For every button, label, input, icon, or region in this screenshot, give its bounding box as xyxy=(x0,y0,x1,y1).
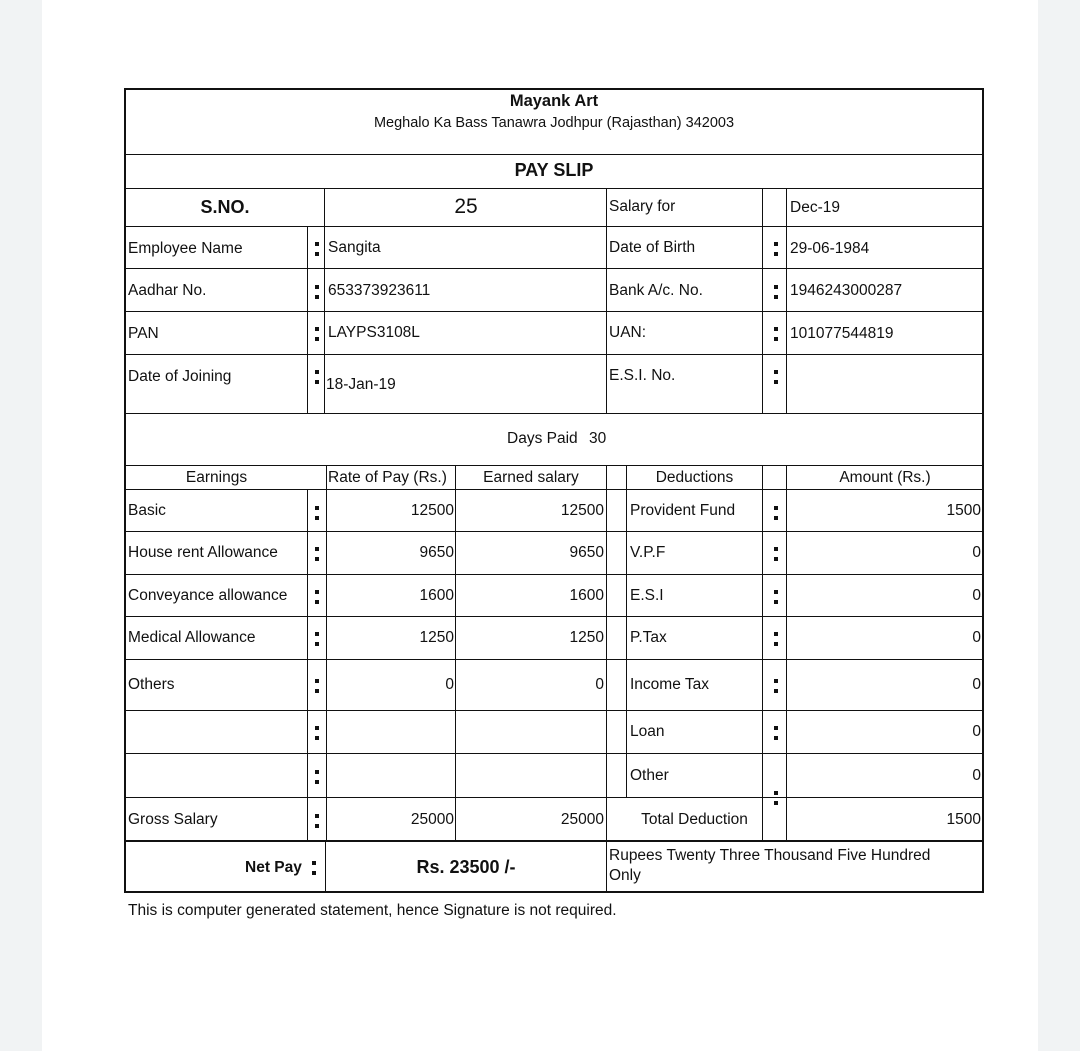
uan-label: UAN: xyxy=(609,324,647,341)
days-paid-label: Days Paid xyxy=(507,430,578,447)
uan-value: 101077544819 xyxy=(790,325,894,342)
employee-name-label: Employee Name xyxy=(128,240,243,257)
divider xyxy=(124,710,984,711)
col-deductions: Deductions xyxy=(655,469,734,486)
deduction-amount: 0 xyxy=(972,723,981,740)
earned-value: 12500 xyxy=(560,502,604,519)
deduction-label: P.Tax xyxy=(630,629,667,646)
earned-value: 9650 xyxy=(569,544,604,561)
divider xyxy=(124,489,984,490)
page-title: PAY SLIP xyxy=(514,160,594,180)
rate-value: 1250 xyxy=(419,629,454,646)
days-paid-value: 30 xyxy=(589,430,607,447)
net-pay-label: Net Pay xyxy=(245,859,302,876)
divider xyxy=(124,154,984,155)
divider xyxy=(124,840,984,842)
grid-line xyxy=(606,465,607,840)
deduction-label: E.S.I xyxy=(630,587,664,604)
salary-for-label: Salary for xyxy=(609,198,676,215)
pan-label: PAN xyxy=(128,325,159,342)
divider xyxy=(124,188,984,189)
earning-label: Others xyxy=(128,676,175,693)
divider xyxy=(124,268,984,269)
deduction-amount: 0 xyxy=(972,587,981,604)
grid-line xyxy=(606,188,607,413)
deduction-label: Provident Fund xyxy=(630,502,736,519)
deduction-amount: 1500 xyxy=(946,502,981,519)
grid-line xyxy=(606,840,607,892)
grid-line xyxy=(762,465,763,840)
deduction-label: Loan xyxy=(630,723,665,740)
sno-label: S.NO. xyxy=(200,197,250,217)
deduction-label: V.P.F xyxy=(630,544,666,561)
company-name: Mayank Art xyxy=(509,92,599,110)
deduction-amount: 0 xyxy=(972,629,981,646)
salary-for-value: Dec-19 xyxy=(790,199,840,216)
net-pay-value: Rs. 23500 /- xyxy=(416,857,516,877)
employee-name-value: Sangita xyxy=(328,239,381,256)
divider xyxy=(124,659,984,660)
divider xyxy=(124,226,984,227)
dob-label: Date of Birth xyxy=(609,239,696,256)
col-rate: Rate of Pay (Rs.) xyxy=(328,469,447,486)
divider xyxy=(124,413,984,414)
deduction-amount: 0 xyxy=(972,676,981,693)
divider xyxy=(124,311,984,312)
gross-earned-value: 25000 xyxy=(560,811,604,828)
divider xyxy=(124,797,984,798)
earned-value: 0 xyxy=(595,676,604,693)
earning-label: Medical Allowance xyxy=(128,629,256,646)
grid-line xyxy=(762,188,763,413)
grid-line xyxy=(326,465,327,840)
rate-value: 0 xyxy=(445,676,454,693)
esi-label: E.S.I. No. xyxy=(609,367,676,384)
total-deduction-amount: 1500 xyxy=(946,811,981,828)
divider xyxy=(124,753,984,754)
net-pay-words-line1: Rupees Twenty Three Thousand Five Hundred xyxy=(609,847,931,864)
earning-label: House rent Allowance xyxy=(128,544,278,561)
deduction-amount: 0 xyxy=(972,767,981,784)
grid-line xyxy=(455,465,456,840)
net-pay-words-line2: Only xyxy=(609,867,641,884)
divider xyxy=(124,354,984,355)
grid-line xyxy=(324,226,325,413)
earned-value: 1600 xyxy=(569,587,604,604)
rate-value: 1600 xyxy=(419,587,454,604)
grid-line xyxy=(307,489,308,840)
divider xyxy=(124,616,984,617)
earned-value: 1250 xyxy=(569,629,604,646)
company-address: Meghalo Ka Bass Tanawra Jodhpur (Rajasthan) 342003 xyxy=(373,115,735,131)
footer-note: This is computer generated statement, hence Signature is not required. xyxy=(128,902,617,919)
bank-label: Bank A/c. No. xyxy=(609,282,703,299)
aadhar-label: Aadhar No. xyxy=(128,282,207,299)
aadhar-value: 653373923611 xyxy=(328,282,431,299)
col-amount: Amount (Rs.) xyxy=(839,469,931,486)
grid-line xyxy=(307,226,308,413)
col-earnings: Earnings xyxy=(185,469,248,486)
pan-value: LAYPS3108L xyxy=(328,324,420,341)
deduction-amount: 0 xyxy=(972,544,981,561)
earning-label: Conveyance allowance xyxy=(128,587,288,604)
rate-value: 12500 xyxy=(410,502,454,519)
dob-value: 29-06-1984 xyxy=(790,240,870,257)
grid-line xyxy=(626,465,627,797)
total-deduction-label: Total Deduction xyxy=(641,811,748,828)
gross-salary-label: Gross Salary xyxy=(128,811,218,828)
deduction-label: Income Tax xyxy=(630,676,709,693)
doj-value: 18-Jan-19 xyxy=(326,376,396,393)
divider xyxy=(124,574,984,575)
bank-value: 1946243000287 xyxy=(790,282,903,299)
doj-label: Date of Joining xyxy=(128,368,232,385)
grid-line xyxy=(324,188,325,226)
sno-value: 25 xyxy=(454,195,478,218)
gross-rate-value: 25000 xyxy=(410,811,454,828)
earning-label: Basic xyxy=(128,502,166,519)
divider xyxy=(124,531,984,532)
grid-line xyxy=(786,188,787,413)
grid-line xyxy=(786,465,787,840)
col-earned: Earned salary xyxy=(483,469,579,486)
rate-value: 9650 xyxy=(419,544,454,561)
divider xyxy=(124,465,984,466)
deduction-label: Other xyxy=(630,767,669,784)
